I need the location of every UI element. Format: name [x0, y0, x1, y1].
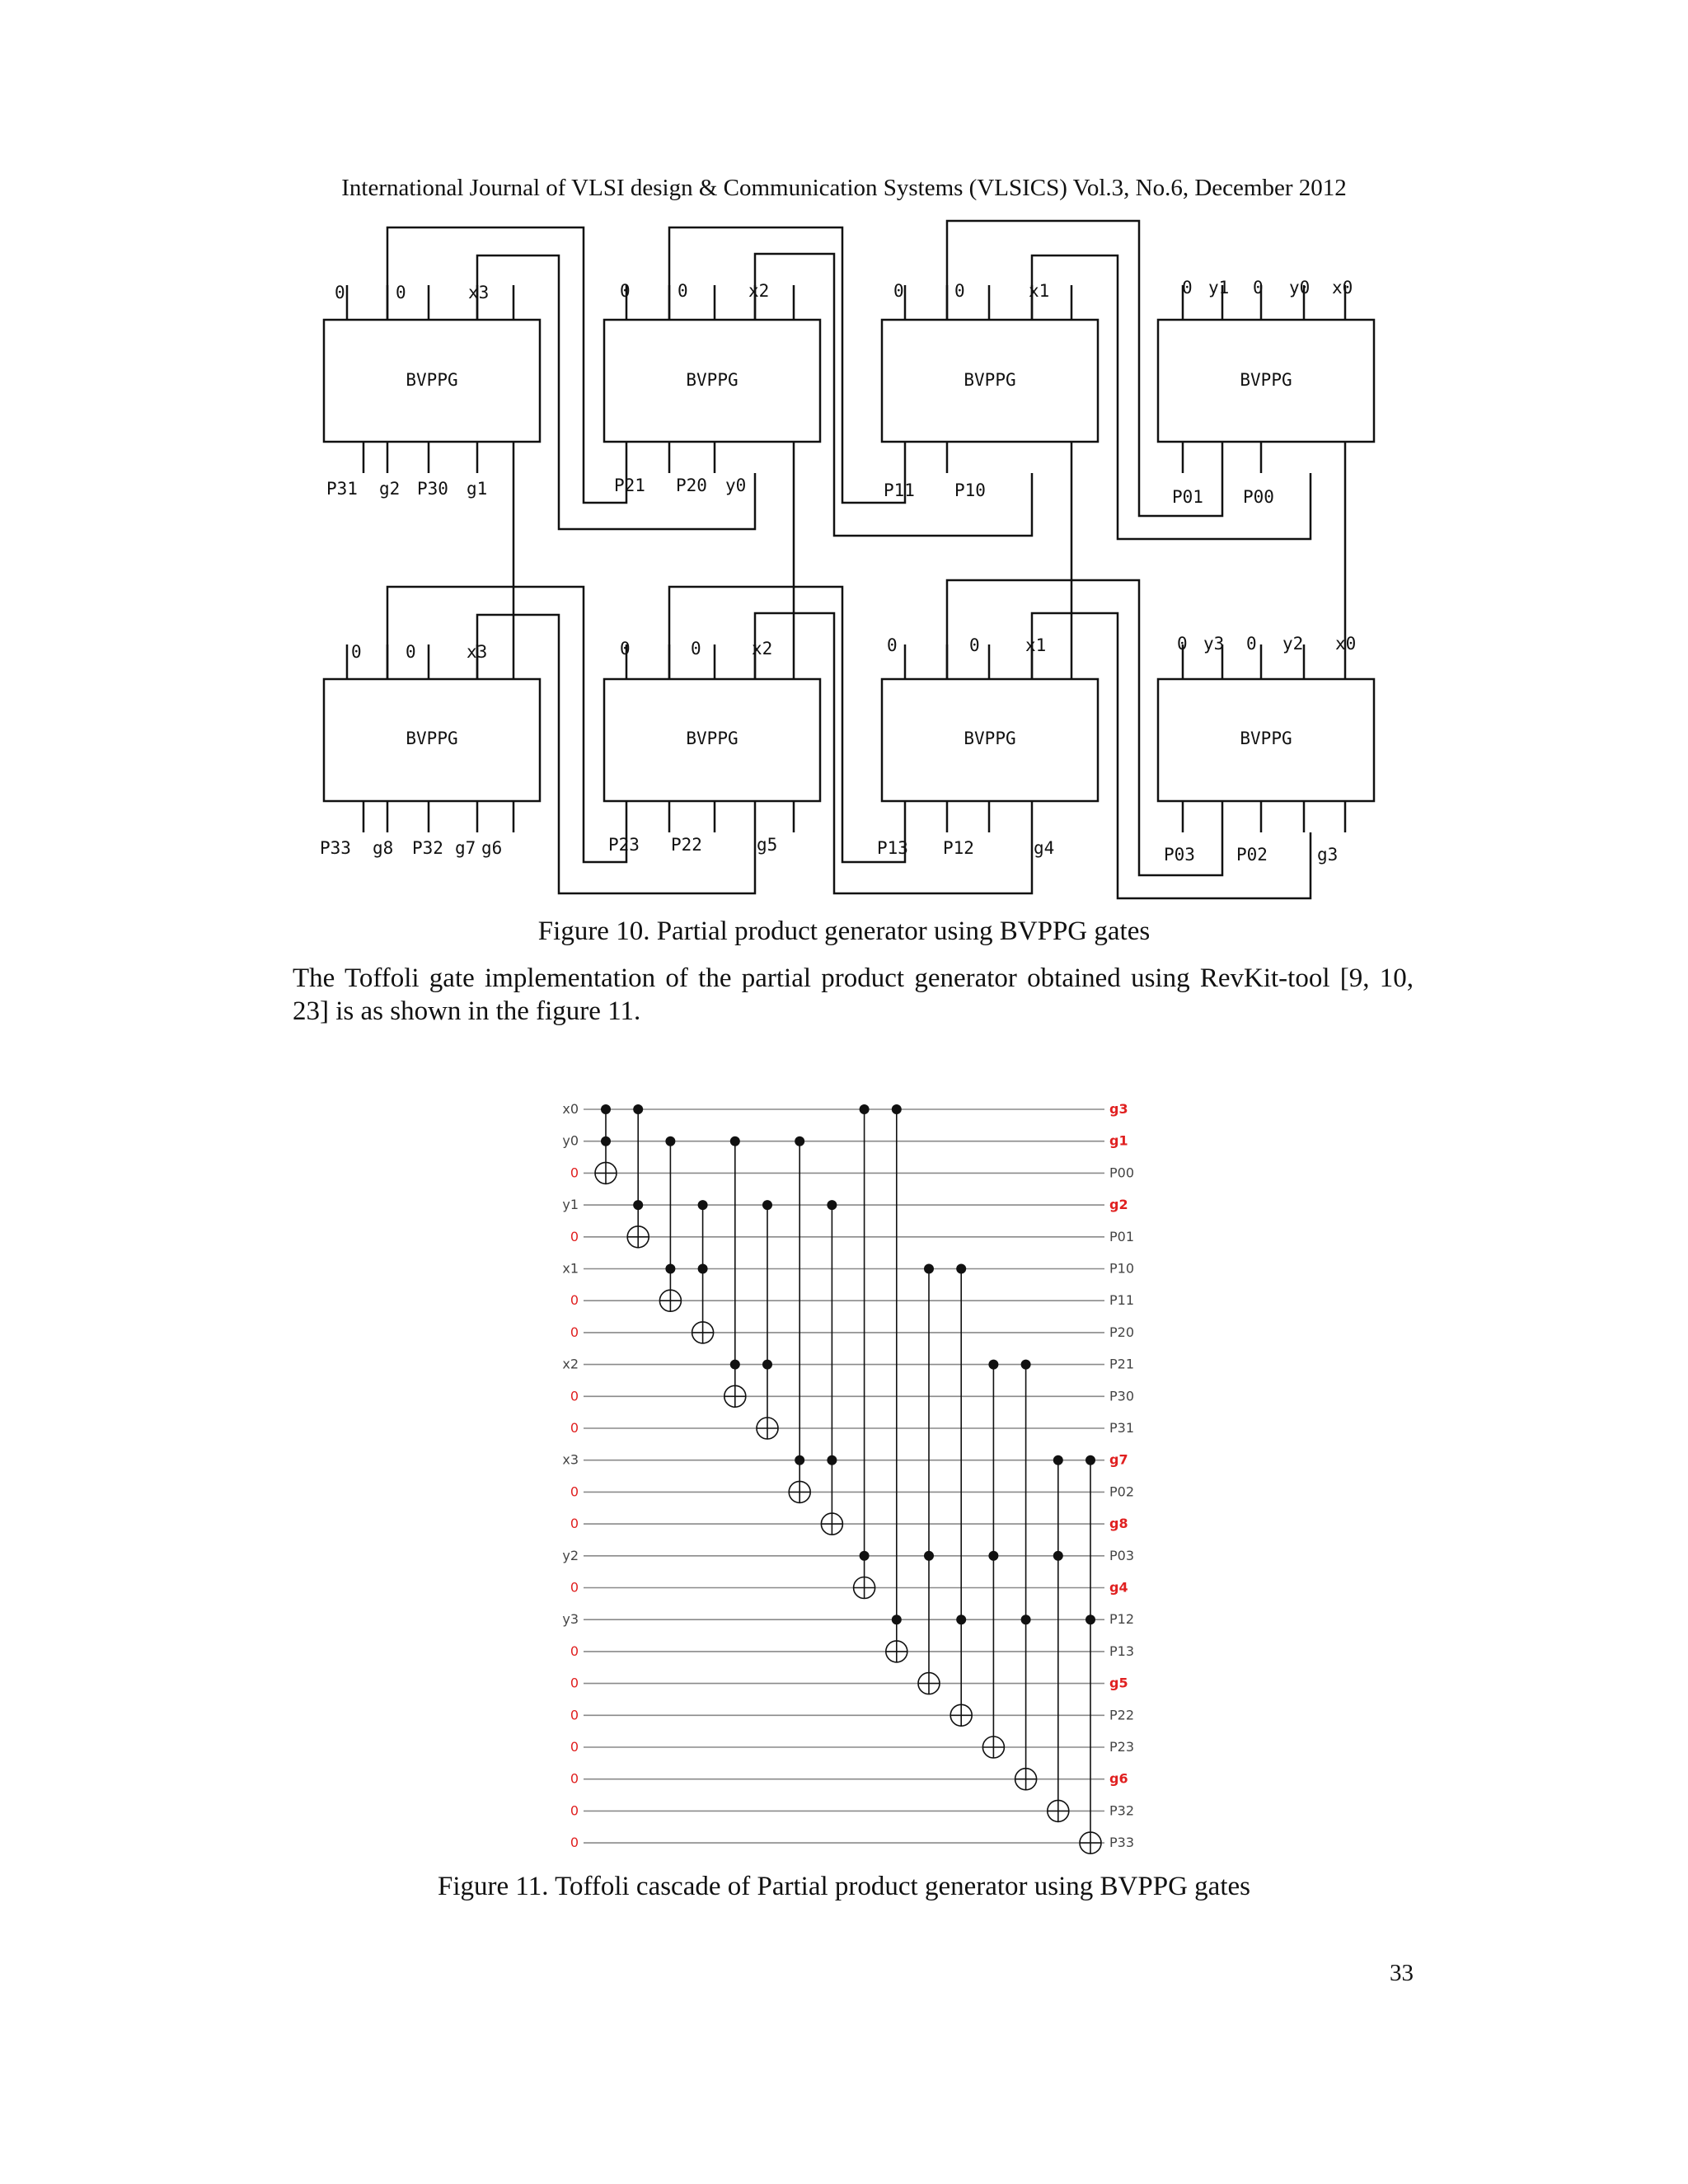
- toffoli-gate: [659, 1137, 681, 1312]
- block-label: BVPPG: [1240, 729, 1292, 748]
- control-dot: [730, 1137, 740, 1146]
- pin-label: P20: [676, 476, 707, 495]
- toffoli-gate: [724, 1137, 746, 1408]
- output-wire-label: P23: [1109, 1739, 1135, 1755]
- control-dot: [601, 1104, 611, 1114]
- pin-label: x1: [1025, 635, 1047, 655]
- control-dot: [601, 1137, 611, 1146]
- toffoli-gate: [1048, 1455, 1069, 1822]
- pin-label: 0: [620, 639, 631, 658]
- pin-label: P23: [608, 835, 640, 855]
- pin-label: 0: [954, 281, 965, 301]
- control-dot: [1085, 1455, 1095, 1465]
- output-wire-label: g3: [1109, 1101, 1128, 1117]
- block-label: BVPPG: [406, 370, 458, 390]
- input-wire-label: x1: [562, 1260, 579, 1277]
- output-wire-label: P12: [1109, 1611, 1135, 1628]
- pin-label: 0: [887, 635, 898, 655]
- pin-label: 0: [406, 642, 416, 662]
- pin-label: 0: [620, 281, 631, 301]
- output-wire-label: g6: [1109, 1770, 1128, 1787]
- block-label: BVPPG: [686, 370, 738, 390]
- input-wire-label: 0: [570, 1739, 579, 1755]
- output-wire-label: P02: [1109, 1483, 1135, 1500]
- input-wire-label: 0: [570, 1516, 579, 1532]
- pin-label: g8: [373, 838, 394, 858]
- control-dot: [633, 1104, 643, 1114]
- output-wire-label: g5: [1109, 1675, 1128, 1691]
- output-wire-label: g8: [1109, 1516, 1128, 1532]
- pin-label: g6: [481, 838, 503, 858]
- pin-label: P31: [326, 479, 358, 499]
- pin-label: 0: [678, 281, 688, 301]
- pin-label: P12: [943, 838, 974, 858]
- pin-label: y1: [1208, 278, 1230, 298]
- pin-label: 0: [1177, 634, 1188, 654]
- input-wire-label: 0: [570, 1835, 579, 1851]
- pin-label: g5: [757, 835, 778, 855]
- control-dot: [988, 1551, 998, 1561]
- figure-11-toffoli-cascade: [536, 1086, 1162, 1861]
- pin-label: P22: [671, 835, 702, 855]
- input-wire-label: y3: [562, 1611, 579, 1628]
- pin-label: x3: [468, 283, 490, 302]
- input-wire-label: 0: [570, 1228, 579, 1244]
- input-wire-label: 0: [570, 1420, 579, 1436]
- toffoli-gate: [982, 1360, 1004, 1758]
- output-wire-label: P03: [1109, 1547, 1135, 1563]
- control-dot: [956, 1264, 966, 1274]
- output-wire-label: P30: [1109, 1388, 1135, 1404]
- pin-label: 0: [1182, 278, 1193, 298]
- pin-label: P30: [417, 479, 448, 499]
- control-dot: [956, 1615, 966, 1624]
- input-wire-label: 0: [570, 1292, 579, 1309]
- pin-label: P02: [1236, 845, 1268, 865]
- pin-label: P32: [412, 838, 443, 858]
- toffoli-gate: [627, 1104, 649, 1248]
- output-wire-label: P11: [1109, 1292, 1135, 1309]
- input-wire-label: y1: [562, 1197, 579, 1213]
- pin-label: g1: [467, 479, 488, 499]
- pin-label: x0: [1335, 634, 1357, 654]
- output-wire-label: P10: [1109, 1260, 1135, 1277]
- control-dot: [827, 1200, 837, 1210]
- input-wire-label: y2: [562, 1547, 579, 1563]
- control-dot: [988, 1360, 998, 1370]
- control-dot: [633, 1200, 643, 1210]
- input-wire-label: x3: [562, 1451, 579, 1468]
- control-dot: [762, 1200, 772, 1210]
- input-wire-label: 0: [570, 1579, 579, 1596]
- pin-label: P13: [877, 838, 908, 858]
- control-dot: [892, 1615, 902, 1624]
- pin-label: P11: [884, 480, 915, 500]
- control-dot: [795, 1455, 804, 1465]
- pin-label: 0: [351, 642, 362, 662]
- input-wire-label: 0: [570, 1324, 579, 1340]
- toffoli-gate: [595, 1104, 617, 1183]
- figure-11-caption: Figure 11. Toffoli cascade of Partial product generator using BVPPG gates: [438, 1872, 1250, 1901]
- control-dot: [1085, 1615, 1095, 1624]
- toffoli-gate: [757, 1200, 778, 1439]
- control-dot: [924, 1551, 934, 1561]
- input-wire-label: x0: [562, 1101, 579, 1117]
- output-wire-label: g1: [1109, 1132, 1128, 1149]
- output-wire-label: P01: [1109, 1228, 1135, 1244]
- input-wire-label: x2: [562, 1356, 579, 1372]
- pin-label: 0: [691, 639, 701, 658]
- input-wire-label: 0: [570, 1770, 579, 1787]
- pin-label: 0: [335, 283, 345, 302]
- control-dot: [665, 1137, 675, 1146]
- output-wire-label: P20: [1109, 1324, 1135, 1340]
- pin-label: x1: [1029, 281, 1050, 301]
- pin-label: P00: [1243, 487, 1274, 507]
- pin-label: y2: [1282, 634, 1304, 654]
- control-dot: [860, 1104, 870, 1114]
- toffoli-gate: [1015, 1360, 1037, 1790]
- pin-label: 0: [396, 283, 406, 302]
- control-dot: [1053, 1551, 1063, 1561]
- pin-label: 0: [969, 635, 980, 655]
- pin-label: P33: [320, 838, 351, 858]
- toffoli-gate: [1080, 1455, 1101, 1854]
- pin-label: y0: [725, 476, 747, 495]
- control-dot: [1021, 1360, 1031, 1370]
- control-dot: [698, 1200, 708, 1210]
- output-wire-label: P13: [1109, 1643, 1135, 1659]
- control-dot: [698, 1264, 708, 1274]
- toffoli-gate: [692, 1200, 714, 1343]
- toffoli-gate: [789, 1137, 810, 1503]
- pin-label: 0: [1253, 278, 1264, 298]
- pin-label: x2: [748, 281, 770, 301]
- block-label: BVPPG: [964, 370, 1016, 390]
- toffoli-gate: [918, 1264, 940, 1694]
- figure-10-block-diagram: [297, 216, 1401, 916]
- input-wire-label: 0: [570, 1707, 579, 1723]
- output-wire-label: P33: [1109, 1835, 1135, 1851]
- block-label: BVPPG: [964, 729, 1016, 748]
- input-wire-label: 0: [570, 1643, 579, 1659]
- output-wire-label: g4: [1109, 1579, 1128, 1596]
- pin-label: P21: [614, 476, 645, 495]
- control-dot: [892, 1104, 902, 1114]
- control-dot: [827, 1455, 837, 1465]
- toffoli-gate: [886, 1104, 907, 1662]
- output-wire-label: g2: [1109, 1197, 1128, 1213]
- page-number: 33: [1390, 1960, 1414, 1986]
- pin-label: g4: [1034, 838, 1055, 858]
- control-dot: [1021, 1615, 1031, 1624]
- pin-label: P03: [1164, 845, 1195, 865]
- pin-label: g3: [1317, 845, 1339, 865]
- input-wire-label: y0: [562, 1132, 579, 1149]
- input-wire-label: 0: [570, 1165, 579, 1181]
- pin-label: x0: [1332, 278, 1353, 298]
- input-wire-label: 0: [570, 1483, 579, 1500]
- control-dot: [665, 1264, 675, 1274]
- pin-label: P10: [954, 480, 986, 500]
- control-dot: [924, 1264, 934, 1274]
- block-label: BVPPG: [686, 729, 738, 748]
- running-header: International Journal of VLSI design & Communication Systems (VLSICS) Vol.3, No.6, December 2012: [341, 175, 1347, 201]
- block-label: BVPPG: [406, 729, 458, 748]
- control-dot: [762, 1360, 772, 1370]
- pin-label: x2: [752, 639, 773, 658]
- toffoli-gate: [821, 1200, 842, 1535]
- body-paragraph: The Toffoli gate implementation of the partial product generator obtained using RevKit-tool [9, 10, 23] is as shown in the figure 11.: [293, 963, 1414, 1026]
- pin-label: y0: [1289, 278, 1311, 298]
- output-wire-label: P00: [1109, 1165, 1135, 1181]
- pin-label: g7: [455, 838, 476, 858]
- control-dot: [795, 1137, 804, 1146]
- output-wire-label: P32: [1109, 1802, 1135, 1819]
- pin-label: x3: [467, 642, 488, 662]
- control-dot: [1053, 1455, 1063, 1465]
- control-dot: [730, 1360, 740, 1370]
- output-wire-label: P22: [1109, 1707, 1135, 1723]
- input-wire-label: 0: [570, 1675, 579, 1691]
- pin-label: 0: [893, 281, 904, 301]
- input-wire-label: 0: [570, 1802, 579, 1819]
- pin-label: P01: [1172, 487, 1203, 507]
- output-wire-label: P21: [1109, 1356, 1135, 1372]
- input-wire-label: 0: [570, 1388, 579, 1404]
- figure-10-caption: Figure 10. Partial product generator using BVPPG gates: [537, 916, 1151, 946]
- output-wire-label: g7: [1109, 1451, 1128, 1468]
- control-dot: [860, 1551, 870, 1561]
- pin-label: y3: [1203, 634, 1225, 654]
- output-wire-label: P31: [1109, 1420, 1135, 1436]
- pin-label: 0: [1246, 634, 1257, 654]
- pin-label: g2: [379, 479, 401, 499]
- block-label: BVPPG: [1240, 370, 1292, 390]
